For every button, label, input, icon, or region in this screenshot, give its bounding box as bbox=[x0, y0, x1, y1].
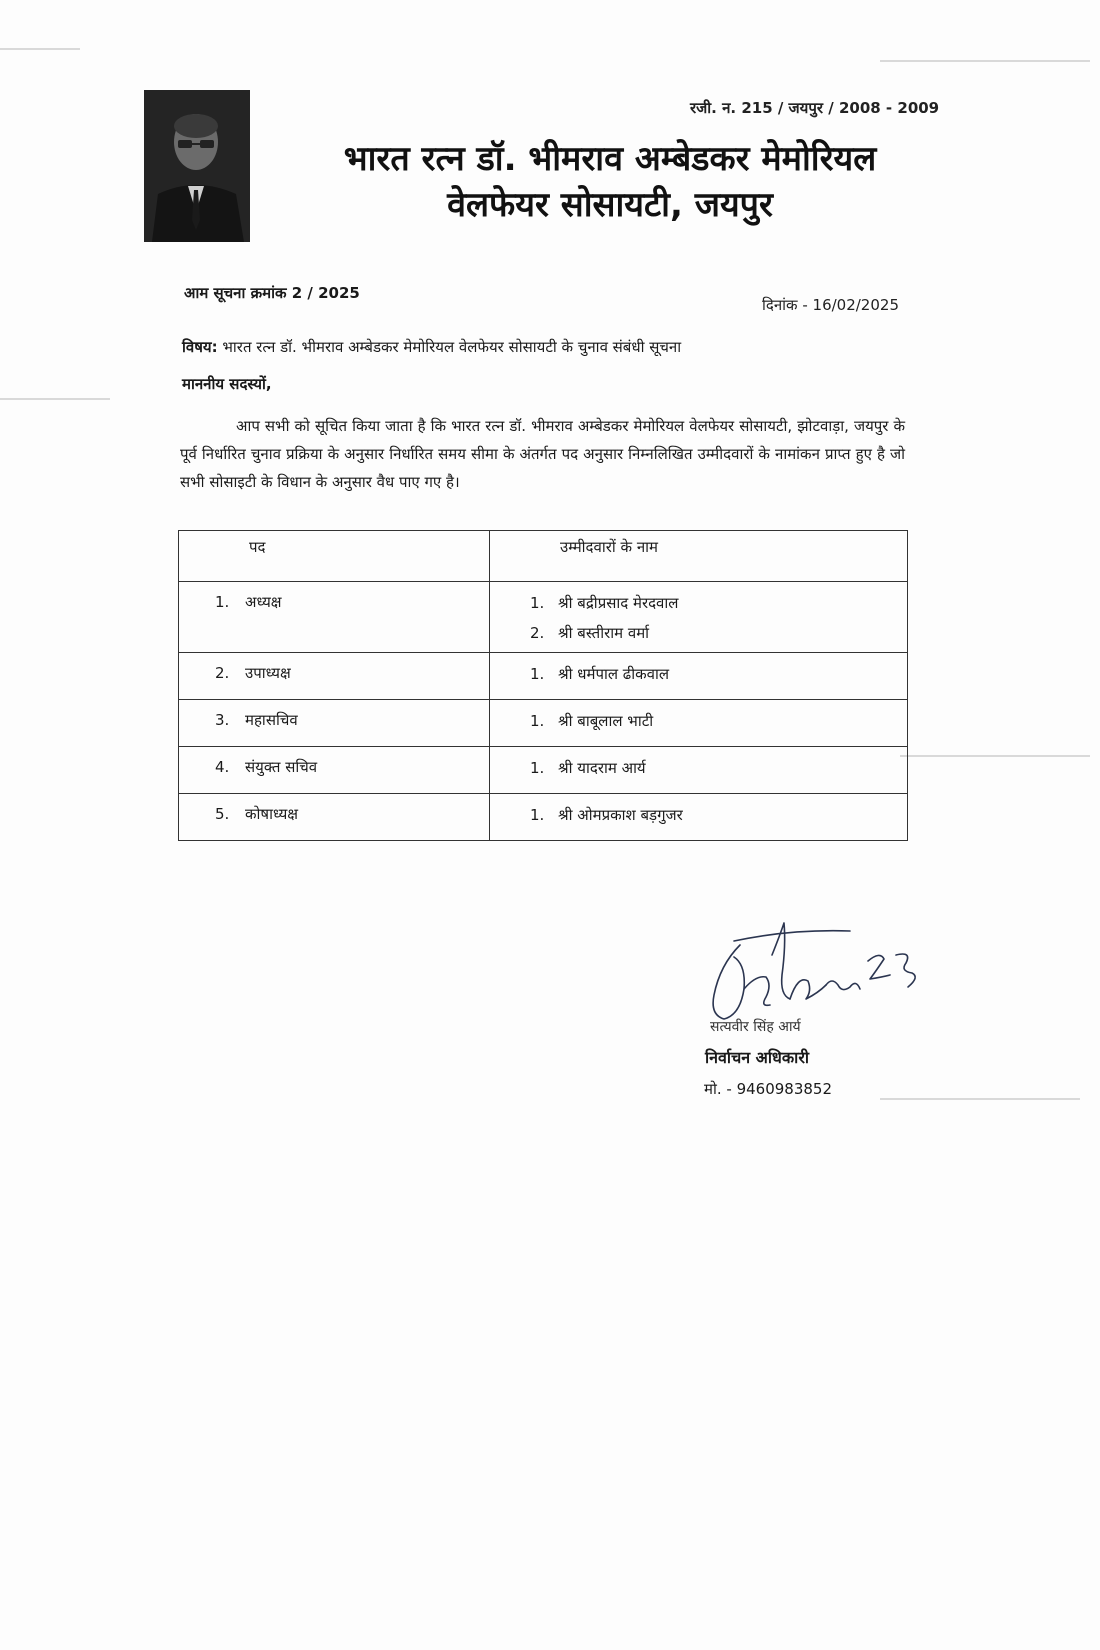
post-number: 5. bbox=[215, 805, 230, 823]
candidate-name: श्री बद्रीप्रसाद मेरदवाल bbox=[558, 594, 679, 612]
candidate-entry bbox=[530, 757, 907, 779]
scan-artifact bbox=[900, 755, 1090, 757]
candidate-name: श्री ओमप्रकाश बड़गुजर bbox=[558, 806, 683, 824]
post-cell bbox=[179, 747, 490, 794]
signer-name: सत्यवीर सिंह आर्य bbox=[710, 1019, 801, 1035]
post-number: 2. bbox=[215, 664, 230, 682]
candidates-cell bbox=[490, 747, 908, 794]
post-cell bbox=[179, 582, 490, 653]
table-row bbox=[179, 747, 908, 794]
scan-artifact bbox=[880, 1098, 1080, 1100]
organization-title bbox=[260, 136, 960, 228]
candidate-number: 1. bbox=[530, 594, 545, 612]
candidate-name: श्री यादराम आर्य bbox=[558, 759, 646, 777]
organization-title-line2: वेलफेयर सोसायटी, जयपुर bbox=[447, 185, 773, 225]
scan-artifact bbox=[0, 398, 110, 400]
founder-portrait bbox=[144, 90, 250, 242]
candidate-entry bbox=[530, 622, 907, 644]
signer-mobile: मो. - 9460983852 bbox=[704, 1080, 833, 1098]
table-row bbox=[179, 794, 908, 841]
salutation: माननीय सदस्यों, bbox=[182, 375, 272, 393]
registration-number: रजी. न. 215 / जयपुर / 2008 - 2009 bbox=[690, 99, 940, 117]
table-header-names: उम्मीदवारों के नाम bbox=[490, 531, 908, 582]
post-title: संयुक्त सचिव bbox=[245, 758, 318, 776]
notice-date: दिनांक - 16/02/2025 bbox=[762, 296, 899, 314]
candidate-name: श्री धर्मपाल ढीकवाल bbox=[558, 665, 670, 683]
scan-artifact bbox=[880, 60, 1090, 62]
table-header-row bbox=[179, 531, 908, 582]
candidates-table bbox=[178, 530, 908, 841]
signer-designation: निर्वाचन अधिकारी bbox=[705, 1048, 810, 1067]
candidate-number: 1. bbox=[530, 665, 545, 683]
candidates-cell bbox=[490, 653, 908, 700]
post-number: 1. bbox=[215, 593, 230, 611]
subject-label: विषय: bbox=[182, 338, 218, 356]
post-number: 3. bbox=[215, 711, 230, 729]
scan-artifact bbox=[0, 48, 80, 50]
candidate-entry bbox=[530, 663, 907, 685]
notice-number: आम सूचना क्रमांक 2 / 2025 bbox=[184, 284, 360, 302]
notice-body: आप सभी को सूचित किया जाता है कि भारत रत्न डॉ. भीमराव अम्बेडकर मेमोरियल वेलफेयर सोसायटी, झोटवाड़ा, जयपुर के पूर्व निर्धारित चुनाव प्रक्रिया के अनुसार निर्धारित समय सीमा के अंतर्गत पद अनुसार निम्नलिखित उम्मीदवारों के नामांकन प्राप्त हुए है जो सभी सोसाइटी के विधान के अनुसार वैध पाए गए है। bbox=[180, 417, 905, 491]
candidate-name: श्री बस्तीराम वर्मा bbox=[558, 624, 650, 642]
post-cell bbox=[179, 794, 490, 841]
table-row bbox=[179, 582, 908, 653]
candidates-cell bbox=[490, 582, 908, 653]
candidates-cell bbox=[490, 794, 908, 841]
post-title: महासचिव bbox=[245, 711, 298, 729]
subject-text: भारत रत्न डॉ. भीमराव अम्बेडकर मेमोरियल वेलफेयर सोसायटी के चुनाव संबंधी सूचना bbox=[222, 338, 682, 356]
candidate-entry bbox=[530, 592, 907, 622]
candidate-entry bbox=[530, 804, 907, 826]
post-cell bbox=[179, 700, 490, 747]
candidate-number: 1. bbox=[530, 759, 545, 777]
post-number: 4. bbox=[215, 758, 230, 776]
candidate-name: श्री बाबूलाल भाटी bbox=[558, 712, 654, 730]
post-title: कोषाध्यक्ष bbox=[245, 805, 299, 823]
candidates-cell bbox=[490, 700, 908, 747]
post-title: उपाध्यक्ष bbox=[245, 664, 291, 682]
post-title: अध्यक्ष bbox=[245, 593, 282, 611]
table-row bbox=[179, 653, 908, 700]
portrait-image bbox=[144, 90, 250, 242]
candidate-entry bbox=[530, 710, 907, 732]
table-header-post: पद bbox=[179, 531, 490, 582]
post-cell bbox=[179, 653, 490, 700]
organization-title-line1: भारत रत्न डॉ. भीमराव अम्बेडकर मेमोरियल bbox=[343, 139, 877, 179]
table-row bbox=[179, 700, 908, 747]
candidate-number: 1. bbox=[530, 712, 545, 730]
candidate-number: 2. bbox=[530, 624, 545, 642]
subject-line bbox=[182, 337, 681, 357]
candidate-number: 1. bbox=[530, 806, 545, 824]
